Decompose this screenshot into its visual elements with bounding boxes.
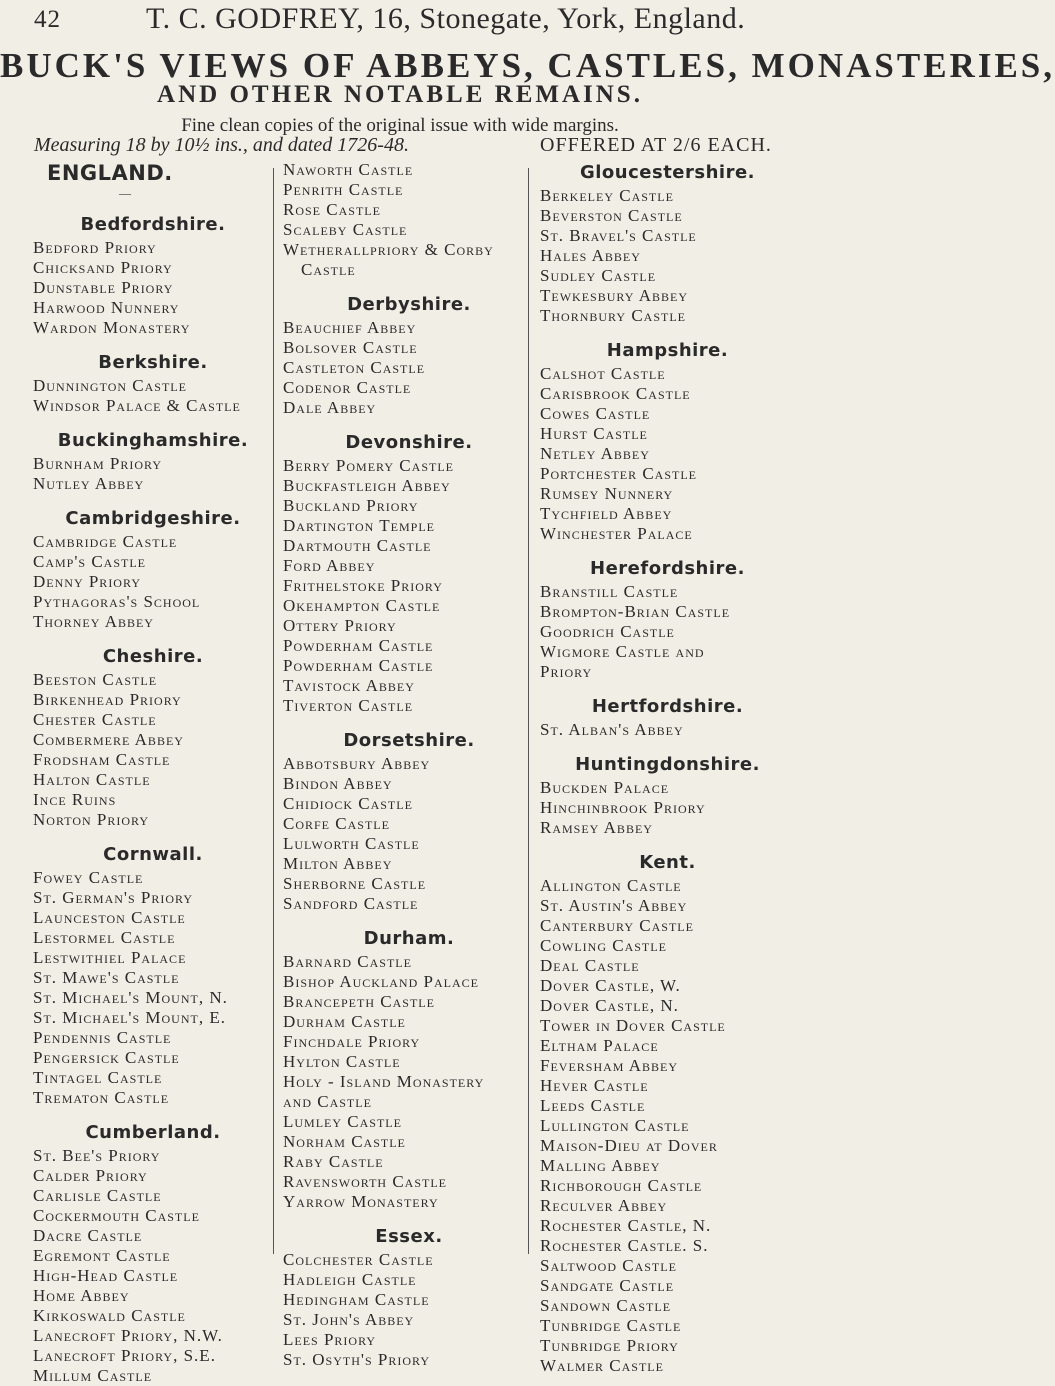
list-item: Wigmore Castle and (540, 642, 705, 661)
column-1 (33, 160, 273, 1386)
list-item: Tintagel Castle (33, 1068, 163, 1087)
list-item: Feversham Abbey (540, 1056, 679, 1075)
list-item: Buckfastleigh Abbey (283, 476, 451, 495)
list-item: Reculver Abbey (540, 1196, 668, 1215)
list-item: Eltham Palace (540, 1036, 659, 1055)
list-item: Tower in Dover Castle (540, 1016, 726, 1035)
county-heading: Essex. (375, 1226, 443, 1247)
list-item: Dunstable Priory (33, 278, 174, 297)
col2-sections (283, 280, 535, 1370)
list-item: Millum Castle (33, 1366, 153, 1385)
list-item: Hinchinbrook Priory (540, 798, 706, 817)
list-item: Sherborne Castle (283, 874, 427, 893)
col1-sections (33, 200, 273, 1386)
list-item: Colchester Castle (283, 1250, 434, 1269)
list-item: Hedingham Castle (283, 1290, 430, 1309)
list-item: Yarrow Monastery (283, 1192, 439, 1211)
list-item: Trematon Castle (33, 1088, 170, 1107)
list-item: Cowling Castle (540, 936, 667, 955)
county-heading: Buckinghamshire. (57, 430, 249, 451)
list-item: Windsor Palace & Castle (33, 396, 241, 415)
list-item: Hales Abbey (540, 246, 641, 265)
list-item: Norham Castle (283, 1132, 406, 1151)
list-item: Lanecroft Priory, N.W. (33, 1326, 223, 1345)
county-heading: Devonshire. (345, 432, 473, 453)
list-item: Nutley Abbey (33, 474, 145, 493)
list-item: Harwood Nunnery (33, 298, 180, 317)
section-gap (540, 326, 795, 338)
list-item: Sandown Castle (540, 1296, 672, 1315)
section-gap (540, 740, 795, 752)
list-item: Cockermouth Castle (33, 1206, 200, 1225)
list-item: Norton Priory (33, 810, 150, 829)
list-item: Pengersick Castle (33, 1048, 180, 1067)
county-heading: Durham. (363, 928, 455, 949)
list-item: High-Head Castle (33, 1266, 179, 1285)
list-item: Rumsey Nunnery (540, 484, 674, 503)
list-item: Brancepeth Castle (283, 992, 435, 1011)
county-heading: Herefordshire. (590, 558, 745, 579)
section-gap (540, 682, 795, 694)
list-item: Ford Abbey (283, 556, 376, 575)
list-item: Castle (301, 260, 356, 279)
list-item: Pendennis Castle (33, 1028, 172, 1047)
section-gap (33, 416, 273, 428)
section-gap (283, 418, 535, 430)
list-item: St. Osyth's Priory (283, 1350, 431, 1369)
list-item: Hadleigh Castle (283, 1270, 417, 1289)
fine-print: Fine clean copies of the original issue with wide margins. (181, 115, 619, 136)
section-gap (283, 280, 535, 292)
list-item: Sandford Castle (283, 894, 419, 913)
list-item: Rose Castle (283, 200, 381, 219)
county-heading: Cheshire. (102, 646, 204, 667)
county-heading: Hertfordshire. (591, 696, 744, 717)
list-item: Pythagoras's School (33, 592, 201, 611)
list-item: Finchdale Priory (283, 1032, 421, 1051)
list-item: Lees Priory (283, 1330, 377, 1349)
list-item: Codenor Castle (283, 378, 412, 397)
list-item: Dunnington Castle (33, 376, 187, 395)
list-item: Corfe Castle (283, 814, 390, 833)
divider-dash: — (119, 186, 131, 200)
list-item: Malling Abbey (540, 1156, 661, 1175)
list-item: Chicksand Priory (33, 258, 173, 277)
county-heading: Kent. (639, 852, 696, 873)
list-item: Tunbridge Castle (540, 1316, 682, 1335)
list-item: Wardon Monastery (33, 318, 191, 337)
list-item: Penrith Castle (283, 180, 404, 199)
list-item: Dover Castle, N. (540, 996, 679, 1015)
list-item: Denny Priory (33, 572, 141, 591)
list-item: Allington Castle (540, 876, 682, 895)
list-item: Frithelstoke Priory (283, 576, 443, 595)
list-item: Barnard Castle (283, 952, 412, 971)
list-item: St. Mawe's Castle (33, 968, 180, 987)
list-item: Launceston Castle (33, 908, 186, 927)
county-heading: Cambridgeshire. (65, 508, 241, 529)
list-item: Durham Castle (283, 1012, 406, 1031)
col3-sections (540, 160, 795, 1376)
list-item: Naworth Castle (283, 160, 414, 179)
price-note: OFFERED AT 2/6 EACH. (540, 134, 772, 156)
section-gap (33, 200, 273, 212)
list-item: Powderham Castle (283, 656, 434, 675)
list-item: Castleton Castle (283, 358, 426, 377)
county-heading: Berkshire. (98, 352, 208, 373)
list-item: Chester Castle (33, 710, 157, 729)
list-item: Tiverton Castle (283, 696, 414, 715)
list-item: St. Michael's Mount, E. (33, 1008, 226, 1027)
column-2 (283, 160, 535, 1370)
list-item: Thornbury Castle (540, 306, 686, 325)
list-item: Hever Castle (540, 1076, 649, 1095)
list-item: Goodrich Castle (540, 622, 675, 641)
list-item: Camp's Castle (33, 552, 147, 571)
list-item: Richborough Castle (540, 1176, 703, 1195)
column-3 (540, 160, 795, 1376)
list-item: Dartington Temple (283, 516, 435, 535)
list-item: Fowey Castle (33, 868, 144, 887)
list-item: Sandgate Castle (540, 1276, 675, 1295)
list-item: Ottery Priory (283, 616, 397, 635)
list-item: Walmer Castle (540, 1356, 664, 1375)
country-heading: ENGLAND. (47, 161, 173, 185)
list-item: St. Alban's Abbey (540, 720, 684, 739)
section-gap (283, 716, 535, 728)
measuring-note: Measuring 18 by 10½ ins., and dated 1726-48. (34, 134, 409, 156)
list-item: Berry Pomery Castle (283, 456, 454, 475)
list-item: Halton Castle (33, 770, 151, 789)
list-item: Thorney Abbey (33, 612, 154, 631)
section-gap (540, 838, 795, 850)
county-heading: Huntingdonshire. (575, 754, 760, 775)
list-item: Berkeley Castle (540, 186, 674, 205)
list-item: Rochester Castle, N. (540, 1216, 712, 1235)
list-item: Ramsey Abbey (540, 818, 653, 837)
list-item: Lulworth Castle (283, 834, 420, 853)
list-item: Saltwood Castle (540, 1256, 677, 1275)
list-item: Lullington Castle (540, 1116, 690, 1135)
list-item: Okehampton Castle (283, 596, 441, 615)
list-item: Burnham Priory (33, 454, 163, 473)
list-item: Home Abbey (33, 1286, 130, 1305)
list-item: Tychfield Abbey (540, 504, 673, 523)
list-item: and Castle (283, 1092, 372, 1111)
list-item: Birkenhead Priory (33, 690, 182, 709)
list-item: Lestwithiel Palace (33, 948, 187, 967)
county-heading: Cornwall. (103, 844, 203, 865)
list-item: St. John's Abbey (283, 1310, 415, 1329)
list-item: Raby Castle (283, 1152, 384, 1171)
list-item: Maison-Dieu at Dover (540, 1136, 718, 1155)
list-item: Kirkoswald Castle (33, 1306, 186, 1325)
col2-lead-list (283, 160, 535, 280)
list-item: Calder Priory (33, 1166, 148, 1185)
page-number: 42 (34, 6, 61, 33)
list-item: Carlisle Castle (33, 1186, 162, 1205)
list-item: St. Bee's Priory (33, 1146, 161, 1165)
list-item: Beeston Castle (33, 670, 158, 689)
list-item: Bolsover Castle (283, 338, 418, 357)
section-gap (33, 494, 273, 506)
county-heading: Hampshire. (606, 340, 729, 361)
publisher-line: T. C. GODFREY, 16, Stonegate, York, England. (146, 2, 746, 35)
catalogue-title: BUCK'S VIEWS OF ABBEYS, CASTLES, MONASTERIES, (0, 46, 1055, 85)
list-item: Bindon Abbey (283, 774, 393, 793)
list-item: Tewkesbury Abbey (540, 286, 688, 305)
list-item: Dartmouth Castle (283, 536, 432, 555)
list-item: Brompton-Brian Castle (540, 602, 731, 621)
list-item: Dover Castle, W. (540, 976, 681, 995)
section-gap (283, 1212, 535, 1224)
list-item: Lanecroft Priory, S.E. (33, 1346, 216, 1365)
list-item: Deal Castle (540, 956, 640, 975)
list-item: Portchester Castle (540, 464, 697, 483)
county-heading: Derbyshire. (347, 294, 471, 315)
list-item: Buckland Priory (283, 496, 419, 515)
list-item: Hylton Castle (283, 1052, 401, 1071)
list-item: Tunbridge Priory (540, 1336, 679, 1355)
county-heading: Bedfordshire. (80, 214, 226, 235)
section-gap (283, 914, 535, 926)
list-item: Priory (540, 662, 593, 681)
section-gap (540, 544, 795, 556)
list-item: Abbotsbury Abbey (283, 754, 431, 773)
column-divider (273, 168, 274, 1254)
list-item: Buckden Palace (540, 778, 670, 797)
list-item: Holy - Island Monastery (283, 1072, 485, 1091)
list-item: Milton Abbey (283, 854, 393, 873)
list-item: Sudley Castle (540, 266, 657, 285)
list-item: Lestormel Castle (33, 928, 176, 947)
list-item: Beverston Castle (540, 206, 683, 225)
list-item: Bishop Auckland Palace (283, 972, 479, 991)
county-heading: Dorsetshire. (343, 730, 475, 751)
list-item: Dacre Castle (33, 1226, 143, 1245)
list-item: St. German's Priory (33, 888, 194, 907)
county-heading: Gloucestershire. (579, 162, 756, 183)
list-item: Ravensworth Castle (283, 1172, 447, 1191)
list-item: Beauchief Abbey (283, 318, 417, 337)
section-gap (33, 830, 273, 842)
list-item: Chidiock Castle (283, 794, 413, 813)
list-item: Bedford Priory (33, 238, 157, 257)
section-gap (33, 632, 273, 644)
list-item: St. Michael's Mount, N. (33, 988, 228, 1007)
list-item: Lumley Castle (283, 1112, 402, 1131)
list-item: Rochester Castle. S. (540, 1236, 709, 1255)
list-item: Cambridge Castle (33, 532, 178, 551)
section-gap (33, 1108, 273, 1120)
list-item: Winchester Palace (540, 524, 693, 543)
list-item: St. Bravel's Castle (540, 226, 697, 245)
list-item: Ince Ruins (33, 790, 117, 809)
list-item: Leeds Castle (540, 1096, 646, 1115)
list-item: Combermere Abbey (33, 730, 184, 749)
list-item: Dale Abbey (283, 398, 377, 417)
list-item: Scaleby Castle (283, 220, 408, 239)
list-item: Carisbrook Castle (540, 384, 691, 403)
list-item: Wetherallpriory & Corby (283, 240, 494, 259)
list-item: Egremont Castle (33, 1246, 171, 1265)
list-item: Hurst Castle (540, 424, 648, 443)
list-item: Branstill Castle (540, 582, 679, 601)
catalogue-subtitle: AND OTHER NOTABLE REMAINS. (157, 81, 643, 108)
list-item: Calshot Castle (540, 364, 666, 383)
list-item: Frodsham Castle (33, 750, 171, 769)
list-item: Canterbury Castle (540, 916, 694, 935)
county-heading: Cumberland. (85, 1122, 221, 1143)
list-item: Tavistock Abbey (283, 676, 415, 695)
list-item: St. Austin's Abbey (540, 896, 688, 915)
list-item: Cowes Castle (540, 404, 651, 423)
list-item: Netley Abbey (540, 444, 650, 463)
list-item: Powderham Castle (283, 636, 434, 655)
section-gap (33, 338, 273, 350)
